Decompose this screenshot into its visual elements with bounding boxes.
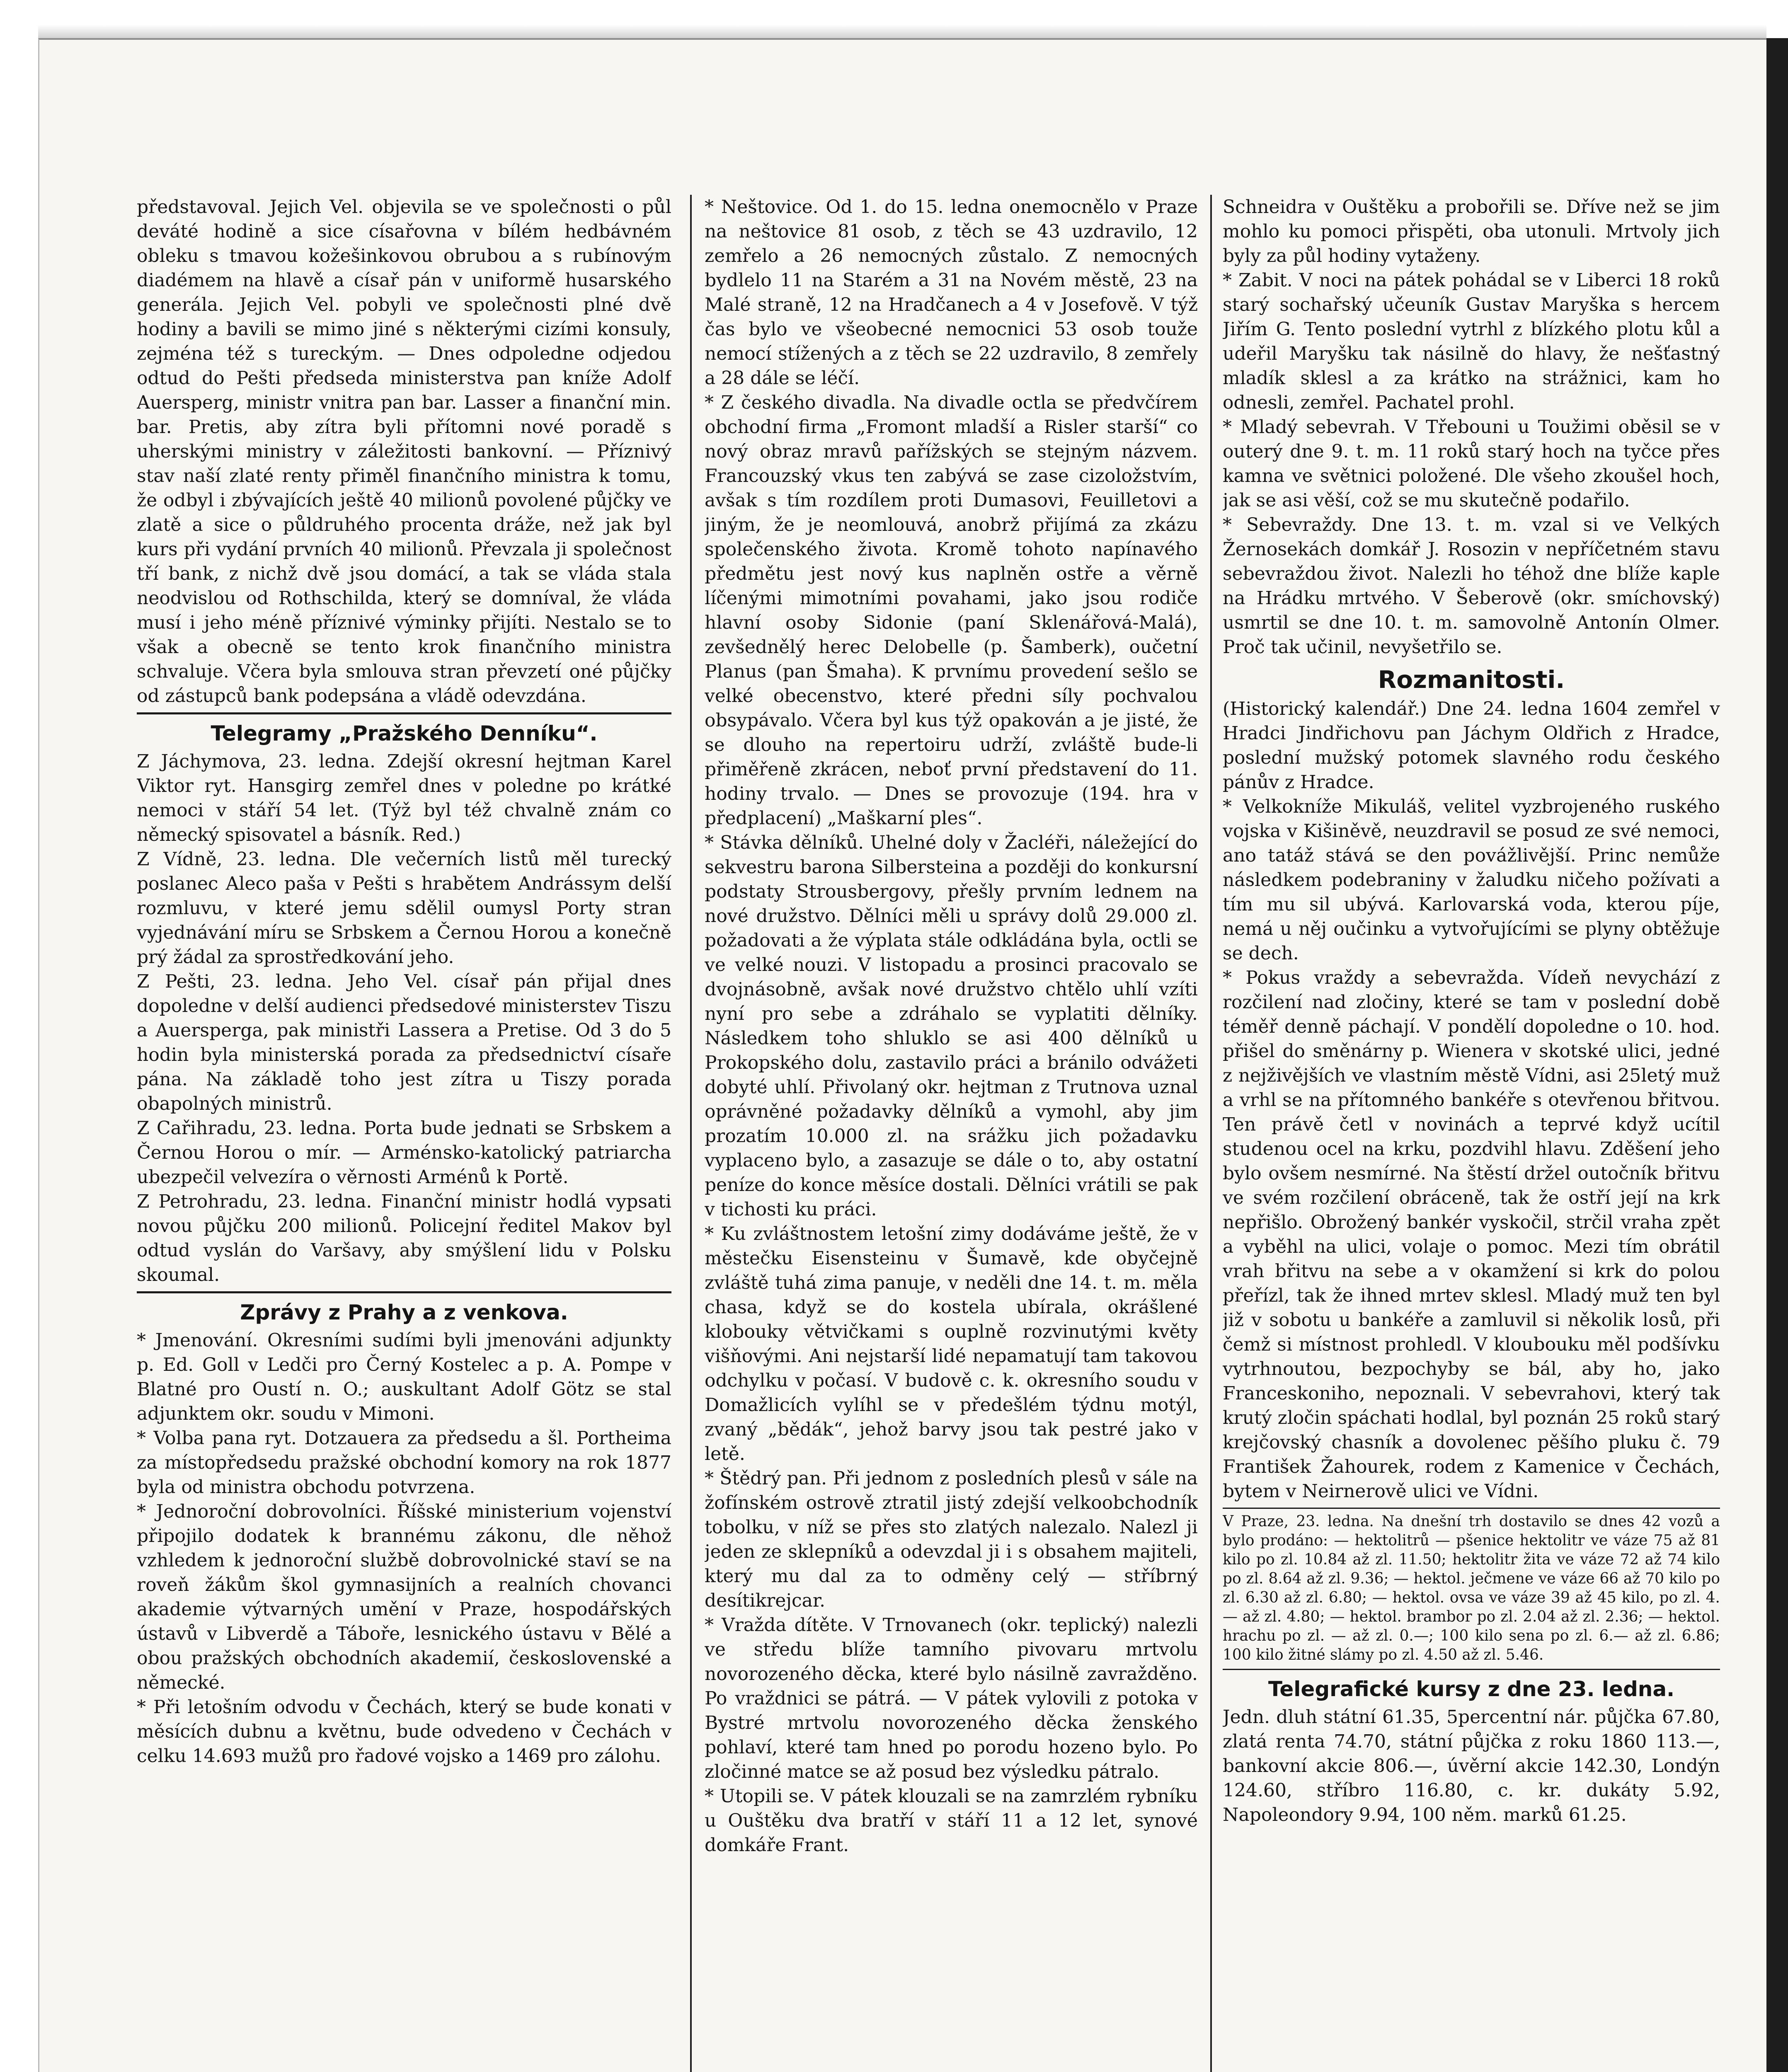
column-1 [137,195,671,2072]
section-heading-exchange-rates: Telegrafické kursy z dne 23. ledna. [1268,1677,1675,1701]
news-item: * Štědrý pan. Při jednom z posledních plesů v sále na žofínském ostrově ztratil jistý zdejší velkoobchodník tobolku, v níž se přes sto zlatých nalezalo. Nalezl ji jeden ze sklepníků a odevzdal ji i s obsahem majiteli, který mu dal za to odměny celý — stříbrný desítikrejcar. [705,1468,1198,1611]
news-item: * Mladý sebevrah. V Třebouni u Toužimi oběsil se v outerý dne 9. t. m. 11 roků starý hoch na tyčce přes kamna ve světnici položené. Dle všeho zkoušel hoch, jak se asi věší, což se mu skutečně podařilo. [1223,416,1720,511]
column-divider [1210,195,1212,2072]
section-heading-miscellany: Rozmanitosti. [1378,666,1565,694]
news-item: * Vražda dítěte. V Trnovanech (okr. teplický) nalezli ve středu blíže tamního pivovaru mrtvolu novorozeného děcka, které bylo násilně zavražděno. Po vraždnici se pátrá. — V pátek vylovili z potoka v Bystré mrtvolu novorozeného děcka ženského pohlaví, které tam hned po porodu hozeno bylo. Po zločinné matce se až posud bez výsledku pátralo. [705,1615,1198,1782]
section-rule [137,1291,671,1293]
telegram-item: Z Cařihradu, 23. ledna. Porta bude jednati se Srbskem a Černou Horou o mír. — Arménsko-katolický patriarcha ubezpečil velvezíra o věrnosti Arménů k Portě. [137,1118,671,1188]
news-item: * Neštovice. Od 1. do 15. ledna onemocnělo v Praze na neštovice 81 osob, z těch se 43 uzdravilo, 12 zemřelo a 26 nemocných zůstalo. Z nemocných bydlelo 11 na Starém a 31 na Novém městě, 23 na Malé straně, 12 na Hradčanech a 4 v Josefově. V týž čas bylo ve všeobecné nemocnici 53 osob touže nemocí stížených a z těch se 22 uzdravilo, 8 zemřely a 28 dále se léčí. [705,196,1198,389]
telegram-item: Z Vídně, 23. ledna. Dle večerních listů měl turecký poslanec Aleco paša v Pešti s hrabětem Andrássym delší rozmluvu, v které jemu sdělil oumysl Porty stran vyjednávání míru se Srbskem a Černou Horou a konečně prý žádal za sprostředkování jeho. [137,849,671,968]
section-rule [137,712,671,714]
section-rule [1223,1508,1720,1509]
section-heading-telegrams: Telegramy „Pražského Denníku“. [211,721,598,746]
miscellany-item: * Velkokníže Mikuláš, velitel vyzbrojeného ruského vojska v Kišiněvě, neuzdravil se posud ze své nemoci, ano tatáž stává se den povážlivější. Princ nemůže následkem podebraniny v žaludku ničeho požívati a tím mu sil ubývá. Karlovarská voda, kterou píje, nemá u něj oučinku a vytvořujícími se plyny obtěžuje se dech. [1223,796,1720,964]
telegram-item: Z Petrohradu, 23. ledna. Finanční ministr hodlá vypsati novou půjčku 200 milionů. Policejní ředitel Makov byl odtud vyslán do Varšavy, aby smýšlení lidu v Polsku skoumal. [137,1191,671,1285]
page-right-shadow [1766,38,1788,2072]
news-item: * Utopili se. V pátek klouzali se na zamrzlém rybníku u Ouštěku dva bratří v stáří 11 a 12 let, synové domkáře Frant. [705,1786,1198,1856]
news-item: * Jmenování. Okresními sudími byli jmenováni adjunkty p. Ed. Goll v Ledči pro Černý Kostelec a p. A. Pompe v Blatné pro Oustí n. O.; auskultant Adolf Götz se stal adjunktem okr. soudu v Mimoni. [137,1330,671,1424]
page-top-edge [38,25,1766,39]
section-rule [1223,1669,1720,1670]
miscellany-item: * Pokus vraždy a sebevražda. Vídeň nevychází z rozčilení nad zločiny, které se tam v poslední době téměř denně páchají. V pondělí dopoledne o 10. hod. přišel do směnárny p. Wienera v skotské ulici, jedné z nejživějších ve vlastním městě Vídni, asi 25letý muž a vrhl se na přítomného bankéře s otevřenou břitvou. Ten právě četl v novinách a teprvé když ucítil studenou ocel na krku, pozdvihl hlavu. Zděšení jeho bylo ovšem nesmírné. Na štěstí držel outočník břitvu ve svém rozčilení obráceně, tak že ostří její na krk nepřišlo. Obrožený bankér vyskočil, strčil vraha zpět a vyběhl na ulici, volaje o pomoc. Mezi tím obrátil vrah břitvu na sebe a v okamžení si krk do polou přeřízl, tak že ihned mrtev sklesl. Mladý muž ten byl již v sobotu u bankéře a zamluvil si několik losů, při čemž si místnost prohledl. V kloubouku měl podšívku vytrhnoutou, bezpochyby se bál, aby ho, jako Franceskoniho, nepoznali. V sebevrahovi, který tak krutý zločin spáchati hodlal, byl poznán 25 roků starý krejčovský chasník a dovolenec pěšího pluku č. 79 František Žahourek, rodem z Kamenice v Čechách, bytem v Neirnerově ulici ve Vídni. [1223,967,1720,1502]
miscellany-item: (Historický kalendář.) Dne 24. ledna 1604 zemřel v Hradci Jindřichovu pan Jáchym Oldřich z Hradce, poslední mužský potomek slavného rodu českého pánův z Hradce. [1223,698,1720,793]
section-heading-news: Zprávy z Prahy a z venkova. [240,1300,568,1324]
market-report: V Praze, 23. ledna. Na dnešní trh dostavilo se dnes 42 vozů a bylo prodáno: — hektolitrů — pšenice hektolitr ve váze 75 až 81 kilo po zl. 10.84 až zl. 11.50; hektolitr žita ve váze 72 až 74 kilo po zl. 8.64 až zl. 9.36; — hektol. ječmene ve váze 66 až 70 kilo po zl. 6.30 až zl. 6.80; — hektol. ovsa ve váze 39 až 45 kilo, po zl. 4.— až zl. 4.80; — hektol. brambor po zl. 2.04 až zl. 2.36; — hektol. hrachu po zl. — až zl. 0.—; 100 kilo sena po zl. 6.— až zl. 6.86; 100 kilo žitné slámy po zl. 4.50 až zl. 5.46. [1223,1513,1720,1663]
telegram-item: Z Pešti, 23. ledna. Jeho Vel. císař pán přijal dnes dopoledne v delší audienci předsedové ministerstev Tiszu a Auersperga, pak ministři Lassera a Pretise. Od 3 do 5 hodin byla ministerská porada za předsednictví císaře pána. Na základě toho jest zítra u Tiszy porada obapolných ministrů. [137,971,671,1114]
telegram-item: Z Jáchymova, 23. ledna. Zdejší okresní hejtman Karel Viktor ryt. Hansgirg zemřel dnes v poledne po krátké nemoci v stáří 54 let. (Týž byl též chvalně znám co německý spisovatel a básník. Red.) [137,751,671,845]
column-2 [705,195,1198,2072]
column-divider [690,195,692,2072]
news-item: * Ku zvláštnostem letošní zimy dodáváme ještě, že v městečku Eisensteinu v Šumavě, kde obyčejně zvláště tuhá zima panuje, v neděli dne 14. t. m. měla chasa, když se do kostela ubírala, okrášlené klobouky větvičkami s ouplně rozvinutými květy višňovými. Ani nejstarší lidé nepamatují tam takovou odchylku v počasí. V budově c. k. okresního soudu v Domažlicích vylíhl se v předešlém týdnu motýl, zvaný „bědák“, jehož barvy jsou tak pestré jako v letě. [705,1223,1198,1464]
column-3 [1223,195,1720,2072]
news-item: Schneidra v Ouštěku a probořili se. Dříve než se jim mohlo ku pomoci přispěti, oba utonuli. Mrtvoly jich byly za půl hodiny vytaženy. [1223,196,1720,266]
news-item: * Při letošním odvodu v Čechách, který se bude konati v měsících dubnu a květnu, bude odvedeno v Čechách v celku 14.693 mužů pro řadové vojsko a 1469 pro zálohu. [137,1697,671,1767]
article-paragraph: představoval. Jejich Vel. objevila se ve společnosti o půl deváté hodině a sice císařovna v bílém hedbávném obleku s tmavou kožešinkovou obrubou a s rubínovým diadémem na hlavě a císař pán v uniformě husarského generála. Jejich Vel. pobyli ve společnosti plné dvě hodiny a bavili se mimo jiné s některými cizími konsuly, zejména též s tureckým. — Dnes odpoledne odjedou odtud do Pešti předseda ministerstva pan kníže Adolf Auersperg, ministr vnitra pan bar. Lasser a finanční min. bar. Pretis, aby zítra byli přítomni nové poradě s uherskými ministry v záležitosti bankovní. — Příznivý stav naší zlaté renty přiměl finančního ministra k tomu, že odbyl i zbývajících ještě 40 milionů povolené půjčky ve zlatě a sice o půldruhého procenta dráže, než jak byl kurs při vydání prvních 40 milionů. Převzala ji společnost tří bank, z nichž dvě jsou domácí, a tak se vláda stala neodvislou od Rothschilda, který se domníval, že vláda musí i jeho méně příznivé výminky přijíti. Nestalo se to však a obecně se tento krok finančního ministra schvaluje. Včera byla smlouva stran převzetí oné půjčky od zástupců bank podepsána a vládě odevzdána. [137,196,671,707]
news-item: * Volba pana ryt. Dotzauera za předsedu a šl. Portheima za místopředsedu pražské obchodní komory na rok 1877 byla od ministra obchodu potvrzena. [137,1428,671,1498]
news-item: * Stávka dělníků. Uhelné doly v Žacléři, náležející do sekvestru barona Silbersteina a později do konkursní podstaty Strousbergovy, přešly prvním lednem na nové družstvo. Dělníci měli u správy dolů 29.000 zl. požadovati a že výplata stále odkládána byla, octli se ve velké nouzi. V listopadu a prosinci pracovalo se dvojnásobně, avšak nové družstvo chtělo uhlí vzíti nyní pro sebe a zdráhalo se vyplatiti dělníky. Následkem toho shluklo se asi 400 dělníků u Prokopského dolu, zastavilo práci a bránilo odvážeti dobyté uhlí. Přivolaný okr. hejtman z Trutnova uznal oprávněné požadavky dělníků a vymohl, aby jim prozatím 10.000 zl. na srážku jich požadavku vyplaceno bylo, a zasazuje se dále o to, aby ostatní peníze do konce měsíce dostali. Dělníci vrátili se pak v tichosti ku práci. [705,832,1198,1220]
news-item: * Z českého divadla. Na divadle octla se předvčírem obchodní firma „Fromont mladší a Risler starší“ co nový obraz mravů pařížských se stejným názvem. Francouzský vkus ten zabývá se zase cizoložstvím, avšak s tím rozdílem proti Dumasovi, Feuilletovi a jiným, že je neomlouvá, anobrž přijímá za zkázu společenského života. Kromě tohoto napínavého předmětu jest nový kus naplněn ostře a věrně líčenými mimotními povahami, jako jsou rodiče hlavní osoby Sidonie (paní Sklenářová-Malá), zevšednělý herec Delobelle (p. Šamberk), oučetní Planus (pan Šmaha). K prvnímu provedení sešlo se velké obecenstvo, které předni síly pochvalou obsypávalo. Včera byl kus týž opakován a je jisté, že se dlouho na repertoiru udrží, zvláště bude-li přiměřeně zkrácen, neboť první představení do 11. hodiny trvalo. — Dnes se provozuje (194. hra v předplacení) „Maškarní ples“. [705,392,1198,829]
exchange-rates: Jedn. dluh státní 61.35, 5percentní nár. půjčka 67.80, zlatá renta 74.70, státní půjčka z roku 1860 113.—, bankovní akcie 806.—, úvěrní akcie 142.30, Londýn 124.60, stříbro 116.80, c. kr. dukáty 5.92, Napoleondory 9.94, 100 něm. marků 61.25. [1223,1706,1720,1825]
news-item: * Jednoroční dobrovolníci. Říšské ministerium vojenství připojilo dodatek k brannému zákonu, dle něhož vzhledem k jednoroční službě dobrovolnické staví se na roveň žákům škol gymnasijních a realních chovanci akademie výtvarných umění v Praze, hospodářských ústavů v Libverdě a Táboře, lesnického ústavu v Bělé a obou pražských obchodních akademií, československé a německé. [137,1501,671,1693]
news-item: * Zabit. V noci na pátek pohádal se v Liberci 18 roků starý sochařský učeuník Gustav Maryška s hercem Jiřím G. Tento poslední vytrhl z blízkého plotu kůl a udeřil Maryšku tak násilně do hlavy, že nešťastný mladík sklesl a za krátko na strážnici, kam ho odnesli, zemřel. Pachatel prohl. [1223,270,1720,413]
news-item: * Sebevraždy. Dne 13. t. m. vzal si ve Velkých Žernosekách domkář J. Rosozin v nepříčetném stavu sebevraždou život. Nalezli ho téhož dne blíže kaple na Hrádku mrtvého. V Šeberově (okr. smíchovský) usmrtil se dne 10. t. m. samovolně Antonín Olmer. Proč tak učinil, nevyšetřilo se. [1223,514,1720,658]
